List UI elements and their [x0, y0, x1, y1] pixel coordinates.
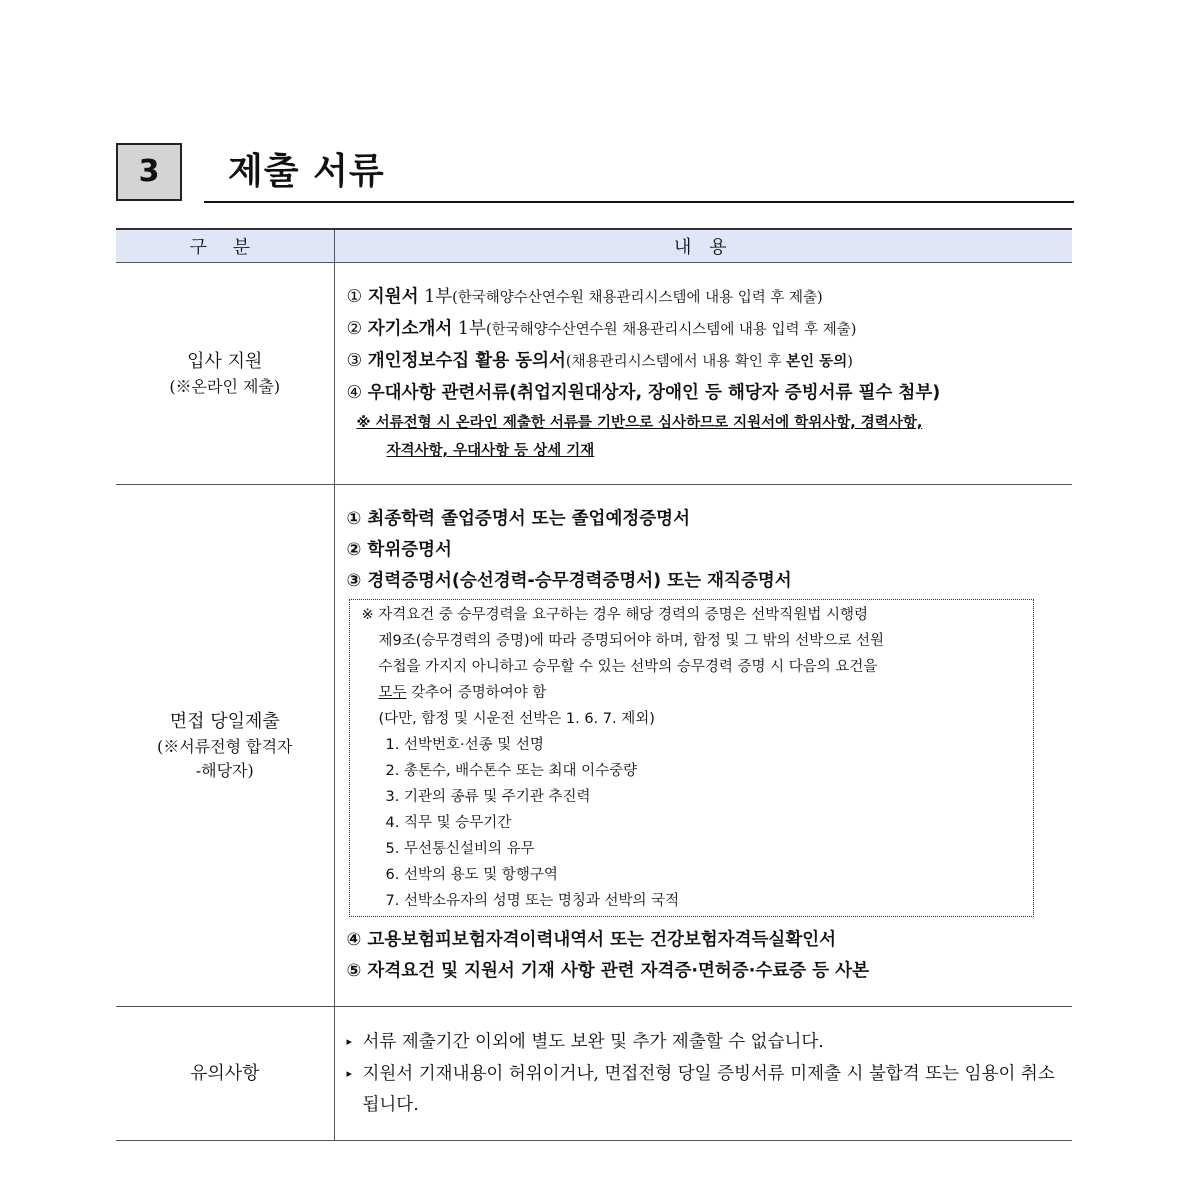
section-number: 3 — [116, 143, 182, 201]
item-marker: ③ — [346, 351, 363, 371]
item-marker: ② — [346, 319, 363, 339]
condition-item: 4. 직무 및 승무기간 — [385, 815, 512, 831]
notice-text: 서류 제출기간 이외에 별도 보완 및 추가 제출할 수 없습니다. — [362, 1032, 824, 1052]
item-detail: (한국해양수산연수원 채용관리시스템에 내용 입력 후 제출) — [485, 322, 857, 338]
content-cell — [334, 485, 1072, 1007]
list-item: ③ 경력증명서(승선경력-승무경력증명서) 또는 재직증명서 — [346, 571, 792, 591]
list-item — [347, 282, 1069, 314]
box-intro-line — [362, 680, 1024, 706]
box-intro-line: 제9조(승무경력의 증명)에 따라 증명되어야 하며, 함정 및 그 밖의 선박으로 선원 — [378, 633, 884, 649]
item-marker: ④ — [346, 383, 363, 403]
condition-item: 6. 선박의 용도 및 항행구역 — [385, 867, 558, 883]
note-line: 자격사항, 우대사항 등 상세 기재 — [386, 443, 595, 459]
category-label: 입사 지원 — [187, 350, 263, 372]
item-title: 지원서 — [367, 287, 419, 307]
content-cell — [334, 263, 1072, 485]
list-item: ① 최종학력 졸업증명서 또는 졸업예정증명서 — [346, 509, 690, 529]
note-line: ※ 서류전형 시 온라인 제출한 서류를 기반으로 심사하므로 지원서에 학위사항, 경력사항, — [356, 415, 923, 431]
table-row-notes — [116, 1007, 1072, 1141]
list-item — [347, 314, 1069, 346]
category-cell — [116, 1007, 334, 1141]
career-proof-note-box — [349, 599, 1035, 917]
header-category: 구 분 — [116, 229, 334, 263]
item-detail-emphasis: 본인 동의 — [786, 354, 848, 370]
category-label: 유의사항 — [189, 1062, 260, 1084]
header-content: 내 용 — [334, 229, 1072, 263]
item-count: 1부 — [424, 287, 453, 307]
category-cell — [116, 485, 334, 1007]
triangle-bullet-icon: ▸ — [346, 1067, 353, 1080]
list-item — [347, 378, 1069, 409]
documents-table — [116, 228, 1072, 1141]
section-title-underline — [204, 201, 1074, 203]
list-item: ④ 고용보험피보험자격이력내역서 또는 건강보험자격득실확인서 — [346, 930, 837, 950]
list-item: ⑤ 자격요건 및 지원서 기재 사항 관련 자격증·면허증·수료증 등 사본 — [346, 961, 869, 981]
box-exception: (다만, 함정 및 시운전 선박은 1. 6. 7. 제외) — [378, 711, 655, 727]
item-detail-close: ) — [847, 354, 853, 370]
box-intro-rest: 갖추어 증명하여야 함 — [406, 685, 547, 701]
box-intro-line: 수첩을 가지지 아니하고 승무할 수 있는 선박의 승무경력 증명 시 다음의 요건을 — [378, 659, 878, 675]
list-item: ② 학위증명서 — [346, 540, 452, 560]
condition-item: 1. 선박번호·선종 및 선명 — [385, 737, 544, 753]
item-title: 자기소개서 — [367, 319, 453, 339]
condition-item: 2. 총톤수, 배수톤수 또는 최대 이수중량 — [385, 763, 638, 779]
notice-item — [347, 1026, 1069, 1058]
emphasis-underline: 모두 — [378, 685, 407, 701]
item-marker: ① — [346, 287, 363, 307]
category-sublabel: (※온라인 제출) — [169, 376, 281, 396]
section-title: 제출 서류 — [228, 151, 385, 192]
table-header-row — [116, 229, 1072, 263]
item-detail: (한국해양수산연수원 채용관리시스템에 내용 입력 후 제출) — [452, 290, 823, 306]
condition-item: 3. 기관의 종류 및 주기관 추진력 — [385, 789, 591, 805]
category-sublabel: (※서류전형 합격자 — [156, 736, 293, 756]
notice-item — [347, 1058, 1069, 1121]
notice-text: 지원서 기재내용이 허위이거나, 면접전형 당일 증빙서류 미제출 시 불합격 또는 임용이 취소됩니다. — [362, 1064, 1055, 1115]
table-row-application — [116, 263, 1072, 485]
triangle-bullet-icon: ▸ — [346, 1035, 353, 1048]
content-cell — [334, 1007, 1072, 1141]
item-count: 1부 — [457, 319, 486, 339]
list-item — [347, 346, 1069, 378]
application-note — [347, 409, 1069, 465]
condition-item: 7. 선박소유자의 성명 또는 명칭과 선박의 국적 — [385, 893, 680, 909]
condition-item: 5. 무선통신설비의 유무 — [385, 841, 535, 857]
item-title: 우대사항 관련서류(취업지원대상자, 장애인 등 해당자 증빙서류 필수 첨부) — [367, 383, 941, 403]
box-intro — [362, 602, 1024, 732]
section-header — [116, 143, 1074, 205]
category-label: 면접 당일제출 — [169, 710, 280, 732]
item-title: 개인정보수집 활용 동의서 — [367, 351, 566, 371]
category-cell — [116, 263, 334, 485]
table-row-interview — [116, 485, 1072, 1007]
box-intro-line: ※ 자격요건 중 승무경력을 요구하는 경우 해당 경력의 증명은 선박직원법 시행령 — [361, 607, 868, 623]
category-sublabel: -해당자) — [195, 760, 254, 780]
item-detail: (채용관리시스템에서 내용 확인 후 — [565, 354, 787, 370]
